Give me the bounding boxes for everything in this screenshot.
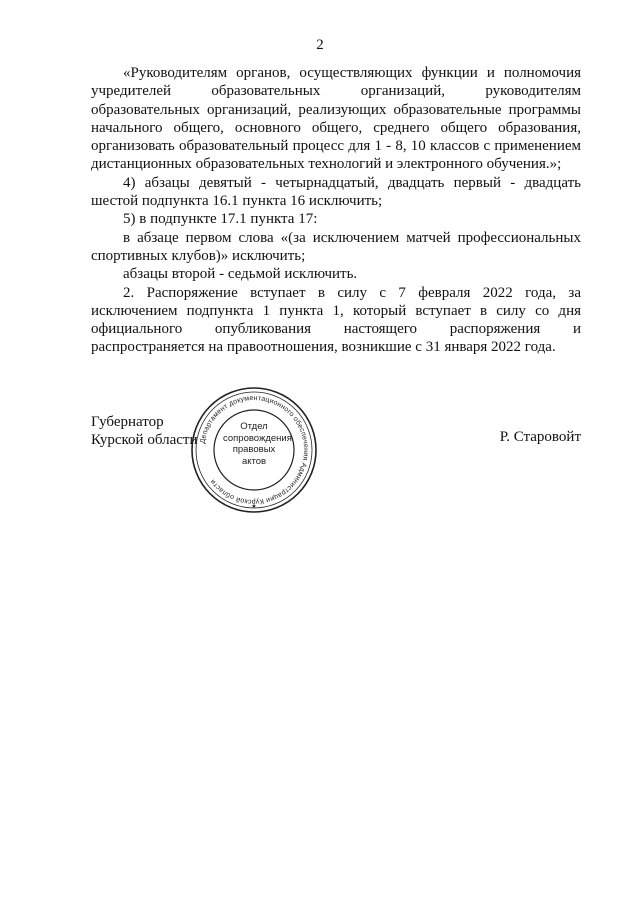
svg-text:★: ★ <box>251 504 257 510</box>
paragraph-item-5-b: абзацы второй - седьмой исключить. <box>123 266 358 283</box>
paragraph-item-5-a: в абзаце первом слова «(за исключением матчей профессиональных спортивных клубов)» исключить; <box>91 229 581 264</box>
page-number: 2 <box>316 37 324 53</box>
paragraph-effective-date: 2. Распоряжение вступает в силу с 7 февраля 2022 года, за исключением подпункта 1 пункта 1, который вступает в силу со дня официального опубликования настоящего распоряжения и распространяется на правоотношения, возникшие с 31 января 2022 года. <box>91 284 581 356</box>
signature-block <box>91 413 581 513</box>
official-stamp <box>189 385 319 515</box>
stamp-ring-text: Департамент документационного обеспечения Администрации Курской области <box>199 394 310 506</box>
signatory-position-line2: Курской области <box>91 432 198 449</box>
signatory-position-line1: Губернатор <box>91 414 164 430</box>
signatory-position <box>91 413 197 450</box>
stamp-line-3: правовых <box>232 444 276 455</box>
stamp-line-4: актов <box>241 455 267 467</box>
document-body <box>91 64 581 357</box>
paragraph-item-5: 5) в подпункте 17.1 пункта 17: <box>123 211 318 228</box>
signatory-name: Р. Старовойт <box>499 429 581 445</box>
stamp-center-text <box>223 421 292 467</box>
paragraph-item-4: 4) абзацы девятый - четырнадцатый, двадцать первый - двадцать шестой подпункта 16.1 пункта 16 исключить; <box>91 174 581 210</box>
stamp-line-1: Отдел <box>240 421 268 432</box>
paragraph-quote: «Руководителям органов, осуществляющих функции и полномочия учредителей образовательных организаций, руководителям образовательных организаций, реализующих образовательные программы начального общего, основного общего, среднего общего образования, организовать образовательный процесс для 1 - 8, 10 классов с применением дистанционных образовательных технологий и электронного обучения.»; <box>91 65 581 173</box>
stamp-line-2: сопровождения <box>223 432 292 444</box>
